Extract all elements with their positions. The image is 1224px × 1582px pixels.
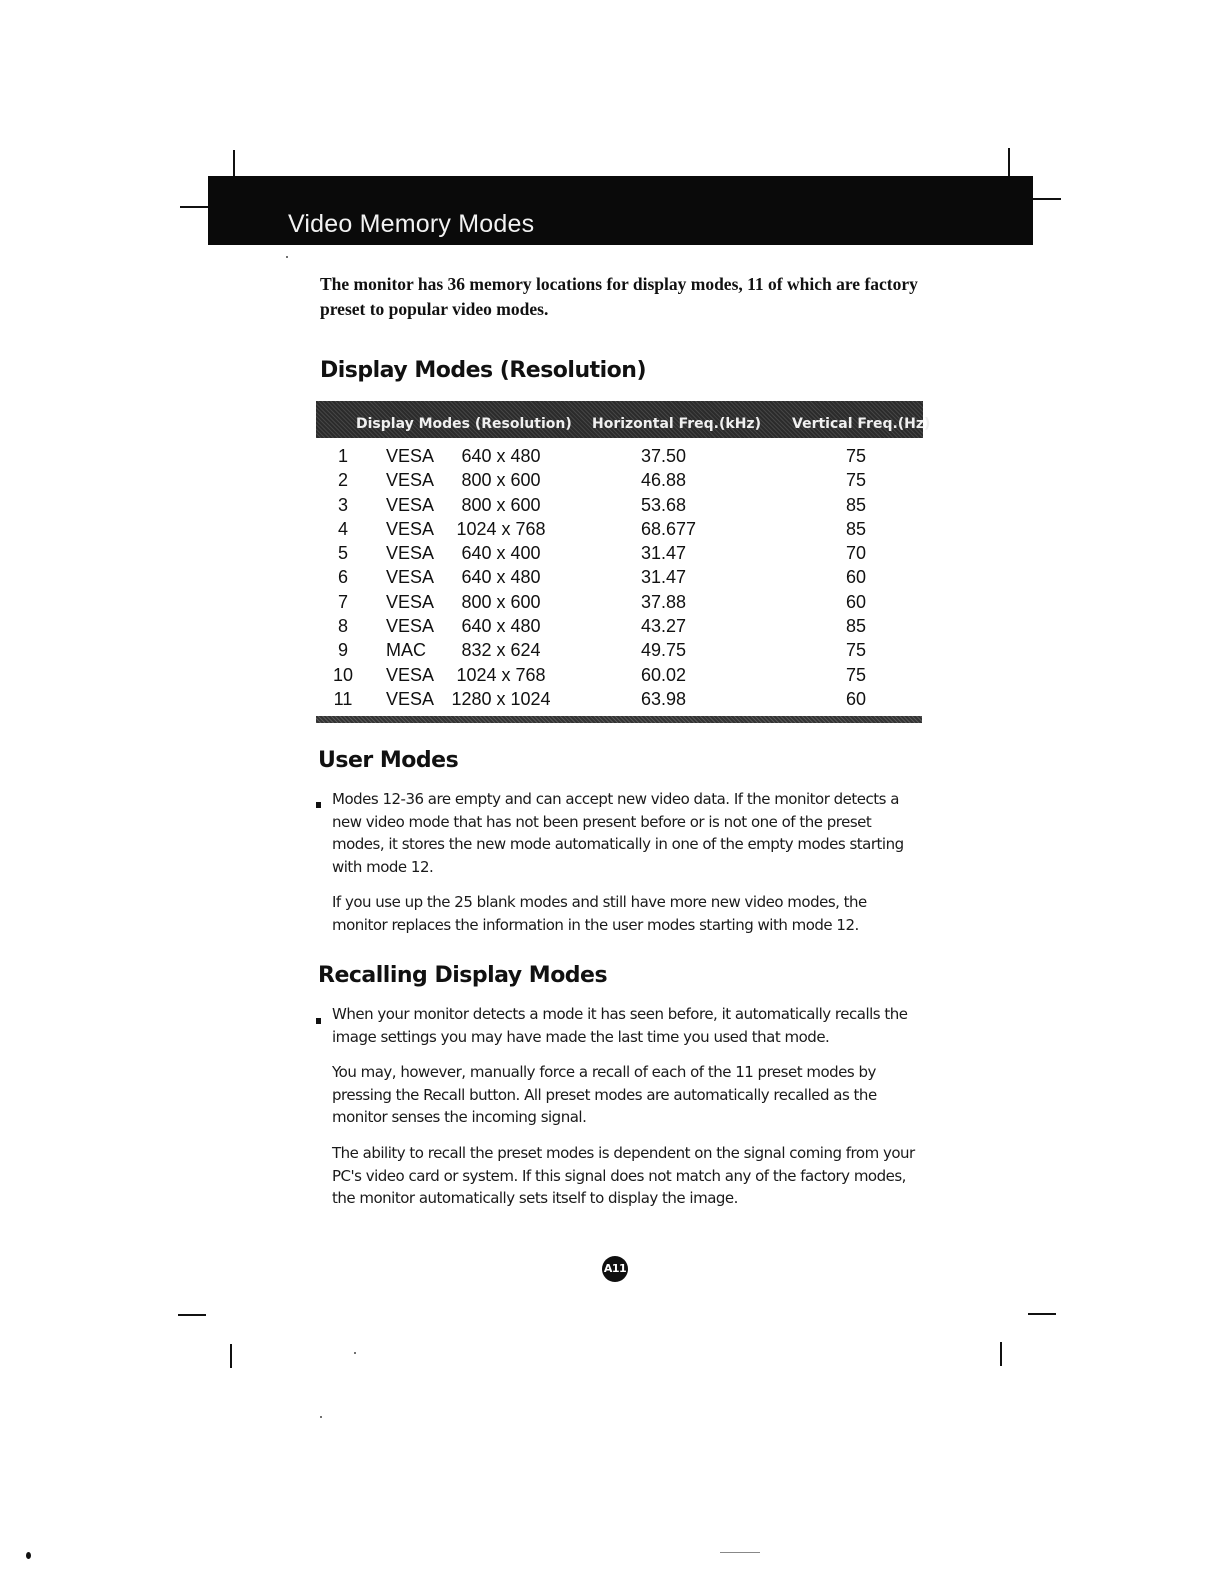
vertical-freq: 70 xyxy=(845,543,867,564)
mode-standard: VESA xyxy=(386,664,435,685)
column-header-display-modes: Display Modes (Resolution) xyxy=(356,416,572,432)
intro-paragraph: The monitor has 36 memory locations for display modes, 11 of which are factory preset to popular video modes. xyxy=(320,274,918,319)
display-modes-heading: Display Modes (Resolution) xyxy=(320,358,647,383)
mode-resolution: 1024 x 768 xyxy=(456,518,546,539)
vertical-freq: 85 xyxy=(845,616,867,637)
bullet-icon xyxy=(316,1018,321,1024)
mode-number: 11 xyxy=(333,688,353,709)
vertical-freq: 85 xyxy=(845,518,867,539)
recalling-paragraph-1: When your monitor detects a mode it has seen before, it automatically recalls the image settings you may have made the last time you used that mode. xyxy=(332,1005,908,1046)
mode-resolution: 800 x 600 xyxy=(461,494,541,515)
column-header-vertical-freq: Vertical Freq.(Hz) xyxy=(792,416,931,432)
mode-resolution: 640 x 480 xyxy=(461,446,541,466)
user-modes-paragraph-2: If you use up the 25 blank modes and still have more new video modes, the monitor replaces the information in the user modes starting with mode 12. xyxy=(332,893,867,934)
crop-mark-top-right-horizontal xyxy=(1033,198,1061,200)
table-row xyxy=(316,640,923,664)
mode-standard: VESA xyxy=(386,494,435,515)
mode-resolution: 1024 x 768 xyxy=(456,664,546,685)
recalling-heading: Recalling Display Modes xyxy=(318,963,608,988)
horizontal-freq: 49.75 xyxy=(641,640,687,661)
crop-mark-bottom-left-horizontal xyxy=(178,1314,206,1316)
scan-speck xyxy=(26,1552,31,1559)
table-row xyxy=(316,446,923,470)
mode-number: 1 xyxy=(337,446,348,466)
header-bar xyxy=(208,176,1033,245)
vertical-freq: 60 xyxy=(845,567,867,588)
recalling-paragraph-2: You may, however, manually force a recall of each of the 11 preset modes by pressing the Recall button. All preset modes are automatically recalled as the monitor senses the incoming signal. xyxy=(332,1063,877,1126)
vertical-freq: 60 xyxy=(845,591,867,612)
mode-resolution: 640 x 480 xyxy=(461,567,541,588)
horizontal-freq: 60.02 xyxy=(641,664,687,685)
horizontal-freq: 46.88 xyxy=(641,470,687,491)
crop-mark-bottom-right-horizontal xyxy=(1028,1313,1056,1315)
table-row xyxy=(316,567,923,591)
crop-mark-top-left-horizontal xyxy=(180,206,208,208)
mode-resolution: 640 x 480 xyxy=(461,616,541,637)
mode-number: 10 xyxy=(332,664,354,685)
mode-standard: VESA xyxy=(386,688,435,709)
mode-number: 9 xyxy=(337,640,348,661)
user-modes-heading: User Modes xyxy=(318,748,459,773)
mode-resolution: 800 x 600 xyxy=(461,470,541,491)
vertical-freq: 60 xyxy=(845,688,867,709)
scan-speck xyxy=(720,1552,760,1553)
vertical-freq: 75 xyxy=(845,446,867,466)
mode-standard: VESA xyxy=(386,543,435,564)
mode-standard: VESA xyxy=(386,567,435,588)
scan-speck xyxy=(286,256,288,258)
horizontal-freq: 37.50 xyxy=(641,446,687,466)
bullet-icon xyxy=(316,802,321,808)
horizontal-freq: 31.47 xyxy=(641,567,687,588)
table-row xyxy=(316,665,923,689)
horizontal-freq: 43.27 xyxy=(641,616,687,637)
table-row xyxy=(316,616,923,640)
mode-number: 5 xyxy=(337,543,348,564)
horizontal-freq: 31.47 xyxy=(641,543,687,564)
vertical-freq: 75 xyxy=(845,664,867,685)
mode-number: 7 xyxy=(337,591,348,612)
mode-standard: MAC xyxy=(386,640,426,661)
mode-standard: VESA xyxy=(386,591,435,612)
table-row xyxy=(316,519,923,543)
page-number-badge: A11 xyxy=(602,1256,628,1282)
crop-mark-bottom-right-vertical xyxy=(1000,1342,1002,1366)
mode-standard: VESA xyxy=(386,470,435,491)
page-title: Video Memory Modes xyxy=(288,210,535,238)
horizontal-freq: 37.88 xyxy=(641,591,687,612)
mode-standard: VESA xyxy=(386,518,435,539)
table-row xyxy=(316,689,923,713)
column-header-horizontal-freq: Horizontal Freq.(kHz) xyxy=(592,416,761,432)
user-modes-paragraph-1: Modes 12-36 are empty and can accept new video data. If the monitor detects a new video mode that has not been present before or is not one of the preset modes, it stores the new mode automatically in one of the empty modes starting with mode 12. xyxy=(332,790,904,876)
mode-number: 3 xyxy=(337,494,348,515)
table-footer-rule xyxy=(316,716,922,723)
table-row xyxy=(316,592,923,616)
crop-mark-top-left-vertical xyxy=(233,150,235,178)
crop-mark-bottom-left-vertical xyxy=(230,1344,232,1368)
vertical-freq: 75 xyxy=(845,640,867,661)
crop-mark-top-right-vertical xyxy=(1008,148,1010,176)
recalling-paragraph-3: The ability to recall the preset modes is dependent on the signal coming from your PC's video card or system. If this signal does not match any of the factory modes, the monitor automatically sets itself to display the image. xyxy=(332,1144,915,1207)
mode-number: 2 xyxy=(337,470,348,491)
mode-standard: VESA xyxy=(386,446,435,466)
vertical-freq: 85 xyxy=(845,494,867,515)
horizontal-freq: 53.68 xyxy=(641,494,687,515)
scan-speck xyxy=(320,1416,322,1418)
mode-number: 4 xyxy=(337,518,348,539)
display-modes-table xyxy=(316,446,923,713)
horizontal-freq: 63.98 xyxy=(641,688,687,709)
mode-resolution: 800 x 600 xyxy=(461,591,541,612)
scan-speck xyxy=(354,1352,356,1354)
mode-standard: VESA xyxy=(386,616,435,637)
horizontal-freq: 68.677 xyxy=(641,518,697,539)
mode-resolution: 640 x 400 xyxy=(461,543,541,564)
table-header xyxy=(316,401,931,438)
table-row xyxy=(316,543,923,567)
table-row xyxy=(316,470,923,494)
mode-number: 8 xyxy=(337,616,348,637)
vertical-freq: 75 xyxy=(845,470,867,491)
mode-resolution: 832 x 624 xyxy=(461,640,541,661)
mode-number: 6 xyxy=(337,567,348,588)
mode-resolution: 1280 x 1024 xyxy=(451,688,551,709)
table-row xyxy=(316,495,923,519)
